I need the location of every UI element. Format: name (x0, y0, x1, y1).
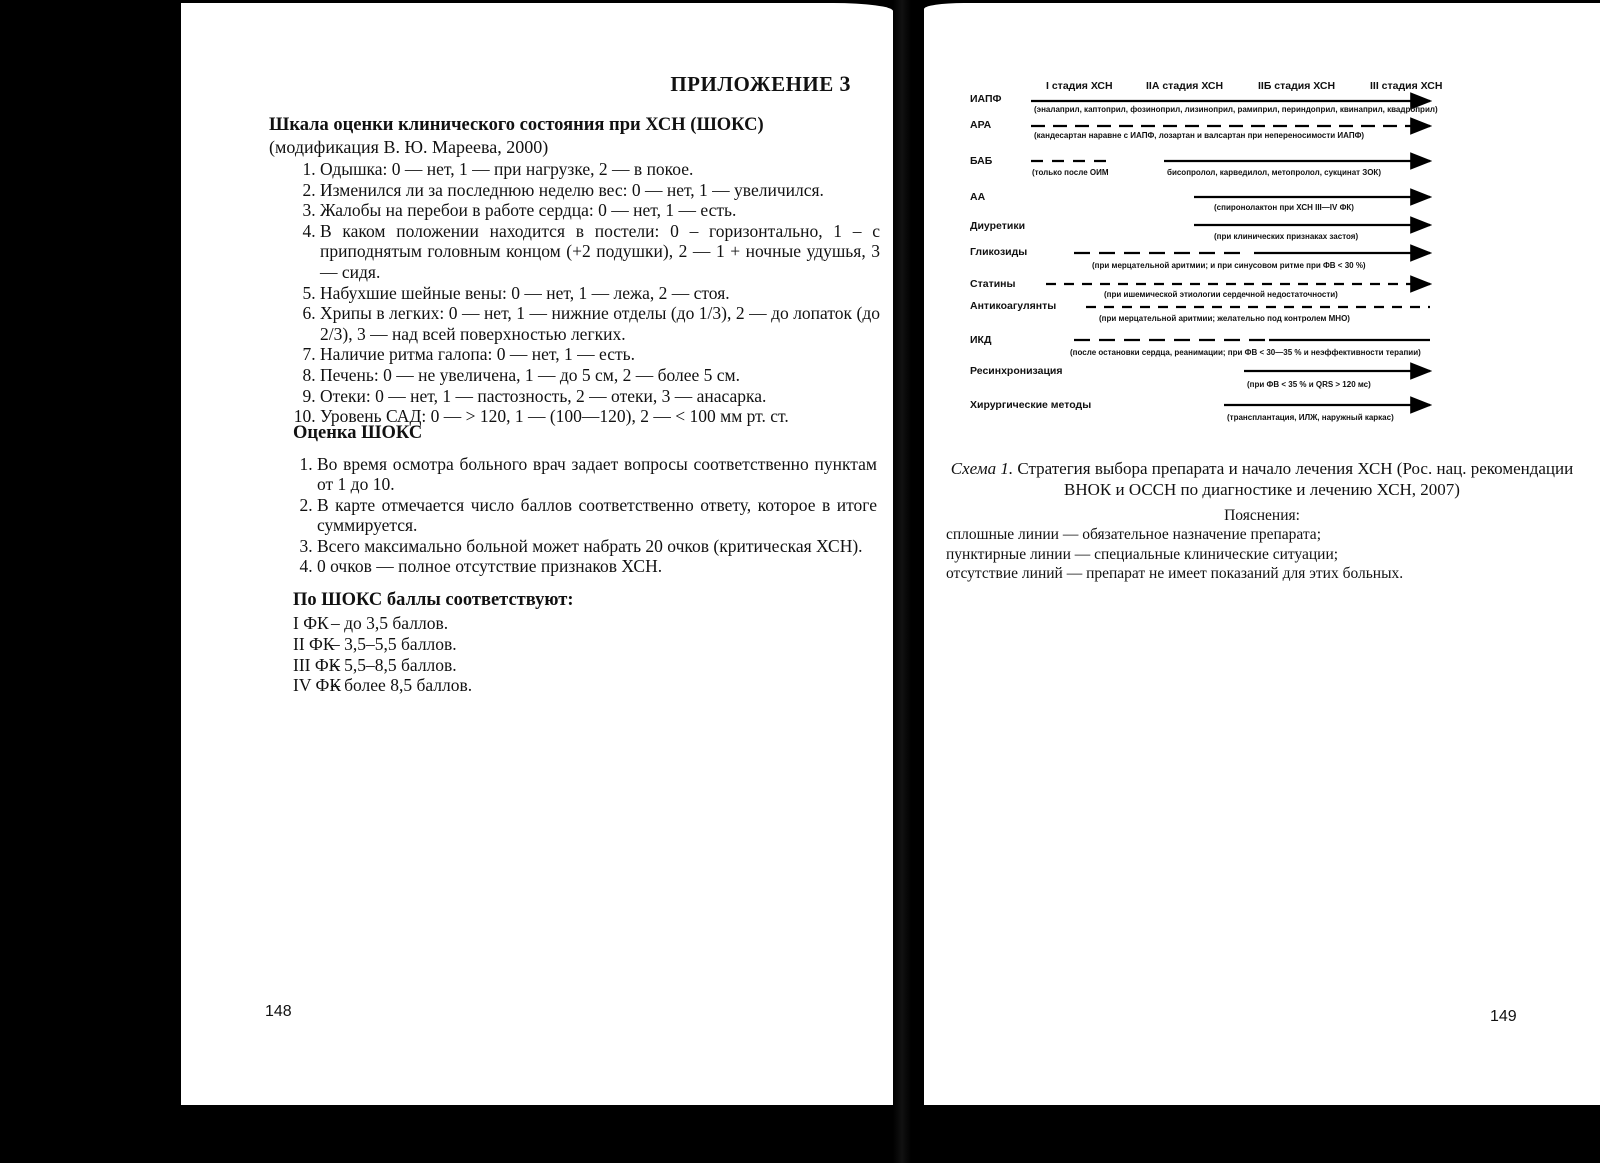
fk-row: IV ФК– более 8,5 баллов. (293, 675, 473, 696)
list-item: 1. Во время осмотра больного врач задает вопросы соответственно пунктам от 1 до 10. (317, 454, 877, 495)
drug-note: (при клинических признаках застоя) (1214, 232, 1359, 241)
eval-title: Оценка ШОКС (293, 423, 423, 443)
stage-label: I стадия ХСН (1046, 80, 1113, 92)
drug-label: Хирургические методы (970, 399, 1092, 411)
drug-label: БАБ (970, 155, 993, 167)
list-item: пунктирные линии — специальные клинические ситуации; (946, 545, 1339, 563)
page-number-right: 149 (1490, 1008, 1517, 1025)
drug-note: (после остановки сердца, реанимации; при ФВ < 30—35 % и неэффективности терапии) (1070, 348, 1421, 357)
fk-title: По ШОКС баллы соответствуют: (293, 590, 574, 610)
explanations-list (946, 525, 1403, 584)
drug-note: (при ишемической этиологии сердечной недостаточности) (1104, 290, 1338, 299)
drug-note: (трансплантация, ИЛЖ, наружный каркас) (1227, 413, 1394, 422)
list-item: сплошные линии — обязательное назначение препарата; (946, 526, 1321, 543)
scale-subtitle: (модификация В. Ю. Мареева, 2000) (269, 137, 549, 157)
page-right (924, 3, 1600, 1105)
list-item: 4. 0 очков — полное отсутствие признаков ХСН. (317, 556, 877, 576)
diagram-caption: Схема 1. Стратегия выбора препарата и начало лечения ХСН (Рос. нац. рекомендации ВНОК и ОССН по диагностике и лечению ХСН, 2007) (950, 459, 1574, 499)
explanations-title: Пояснения: (1224, 507, 1300, 524)
list-item: 3. Всего максимально больной может набрать 20 очков (критическая ХСН). (317, 536, 877, 556)
stage-label: IIБ стадия ХСН (1258, 80, 1336, 92)
fk-row: III ФК– 5,5–8,5 баллов. (293, 654, 457, 675)
drug-note: (при мерцательной аритмии; желательно под контролем МНО) (1099, 314, 1350, 323)
drug-note: (спиронолактон при ХСН III—IV ФК) (1214, 203, 1354, 212)
list-item: отсутствие линий — препарат не имеет показаний для этих больных. (946, 565, 1404, 582)
list-item: 2. В карте отмечается число баллов соответственно ответу, которое в итоге суммируется. (317, 495, 877, 536)
appendix-title: ПРИЛОЖЕНИЕ 3 (670, 71, 851, 96)
stage-label: III стадия ХСН (1370, 80, 1443, 92)
scale-title: Шкала оценки клинического состояния при ХСН (ШОКС) (269, 115, 764, 135)
list-item: 5. Набухшие шейные вены: 0 — нет, 1 — лежа, 2 — стоя. (320, 283, 880, 304)
stage-label: IIА стадия ХСН (1146, 80, 1224, 92)
list-item: 9. Отеки: 0 — нет, 1 — пастозность, 2 — отеки, 3 — анасарка. (320, 386, 880, 407)
list-item: 6. Хрипы в легких: 0 — нет, 1 — нижние отделы (до 1/3), 2 — до лопаток (до 2/3), 3 — над всей поверхностью легких. (320, 303, 880, 344)
list-item: 4. В каком положении находится в постели: 0 – горизонтально, 1 – с приподнятым головным концом (+2 подушки), 2 — 1 + ночные удушья, 3 — сидя. (320, 221, 880, 283)
drug-label: Статины (970, 278, 1016, 290)
list-item: 10. Уровень САД: 0 — > 120, 1 — (100—120), 2 — < 100 мм рт. ст. (320, 406, 880, 427)
scale-items-list (293, 159, 880, 427)
drug-note: бисопролол, карведилол, метопролол, сукцинат ЗОК) (1167, 168, 1381, 177)
fk-row: I ФК – до 3,5 баллов. (293, 613, 449, 633)
drug-label: Диуретики (970, 220, 1026, 232)
list-item: 1. Одышка: 0 — нет, 1 — при нагрузке, 2 — в покое. (320, 159, 880, 180)
drug-label: АРА (970, 119, 992, 131)
drug-label: АА (970, 191, 986, 203)
list-item: 8. Печень: 0 — не увеличена, 1 — до 5 см, 2 — более 5 см. (320, 365, 880, 386)
drug-label: ИКД (970, 334, 992, 346)
drug-note: (при ФВ < 35 % и QRS > 120 мс) (1247, 380, 1371, 389)
drug-label: ИАПФ (970, 93, 1002, 105)
drug-note: (эналаприл, каптоприл, фозиноприл, лизиноприл, рамиприл, периндоприл, квинаприл, квадроприл) (1034, 105, 1438, 114)
page-left (181, 3, 893, 1105)
list-item: 3. Жалобы на перебои в работе сердца: 0 — нет, 1 — есть. (320, 200, 880, 221)
page-number-left: 148 (265, 1003, 292, 1020)
drug-label: Гликозиды (970, 246, 1028, 258)
book-gutter (893, 0, 911, 1163)
diagram-lines (924, 3, 1600, 443)
drug-note: (кандесартан наравне с ИАПФ, лозартан и валсартан при непереносимости ИАПФ) (1034, 131, 1365, 140)
drug-note: (при мерцательной аритмии; и при синусовом ритме при ФВ < 30 %) (1092, 261, 1366, 270)
eval-items-list (293, 454, 877, 576)
list-item: 7. Наличие ритма галопа: 0 — нет, 1 — есть. (320, 344, 880, 365)
drug-label: Ресинхронизация (970, 365, 1063, 377)
treatment-diagram (924, 3, 1600, 463)
fk-list (293, 613, 472, 696)
drug-label: Антикоагулянты (970, 300, 1057, 312)
fk-row: II ФК– 3,5–5,5 баллов. (293, 633, 457, 654)
drug-note: (только после ОИМ (1032, 168, 1109, 177)
list-item: 2. Изменился ли за последнюю неделю вес: 0 — нет, 1 — увеличился. (320, 180, 880, 201)
